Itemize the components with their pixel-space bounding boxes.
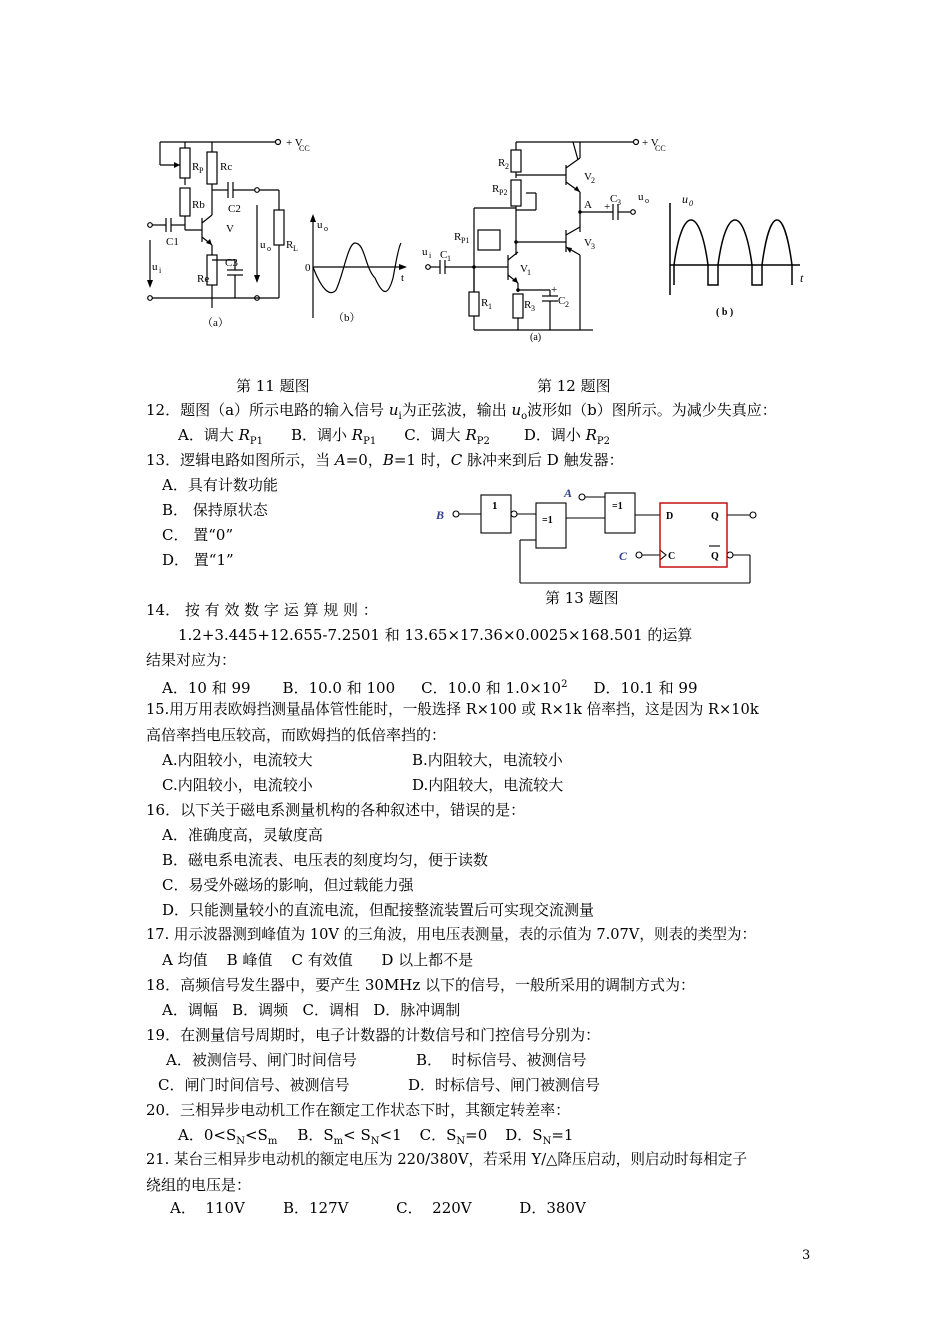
- svg-text:C: C: [558, 295, 566, 307]
- q12-option-d[interactable]: D．调小 $R_{P2}$: [523, 426, 611, 447]
- svg-text:=1: =1: [612, 501, 623, 512]
- q12-stem: 12．题图（a）所示电路的输入信号 $u_i$为正弦波，输出 $u_o$波形如（b）图所示。为减少失真应：: [146, 401, 777, 422]
- fig13-caption: 第 13 题图: [545, 589, 619, 607]
- fig13-logic-circuit: [432, 485, 767, 590]
- svg-text:R: R: [286, 239, 294, 251]
- svg-text:3: 3: [531, 304, 535, 313]
- svg-text:Q: Q: [711, 551, 719, 562]
- svg-text:Rb: Rb: [192, 199, 205, 211]
- fig12-vcc-label: + V: [642, 137, 659, 149]
- q15-option-a[interactable]: A.内阻较小，电流较大: [162, 751, 313, 769]
- q18-stem: 18．高频信号发生器中，要产生 30MHz 以下的信号，一般所采用的调制方式为：: [146, 976, 696, 994]
- fig12-label-a: (a): [530, 332, 542, 343]
- q18-options[interactable]: A．调幅 B．调频 C．调相 D．脉冲调制: [162, 1001, 461, 1019]
- q20-options: [178, 1125, 573, 1152]
- q13-option-d[interactable]: D． 置“1”: [162, 551, 234, 569]
- fig12-waveform: [660, 185, 810, 325]
- svg-text:P1: P1: [461, 236, 470, 245]
- q17-stem: 17. 用示波器测到峰值为 10V 的三角波，用电压表测量，表的示值为 7.07V，则表的类型为：: [146, 926, 757, 943]
- svg-text:o: o: [645, 196, 649, 205]
- q13-option-c[interactable]: C． 置“0”: [162, 526, 234, 544]
- svg-text:u: u: [260, 239, 266, 251]
- q13-stem: 13．逻辑电路如图所示，当 A=0，B=1 时，C 脉冲来到后 D 触发器：: [146, 451, 624, 469]
- svg-text:Re: Re: [197, 273, 210, 285]
- svg-text:=1: =1: [542, 515, 553, 526]
- q16-stem: 16．以下关于磁电系测量机构的各种叙述中，错误的是：: [146, 801, 526, 819]
- fig11-waveform: [303, 208, 413, 328]
- q14-option-d[interactable]: D．10.1 和 99: [593, 679, 698, 697]
- q12-option-c[interactable]: C．调大 $R_{P2}$: [404, 426, 490, 447]
- q14-option-b[interactable]: B．10.0 和 100: [282, 679, 396, 697]
- svg-text:2: 2: [565, 300, 569, 309]
- q13-option-a[interactable]: A．具有计数功能: [162, 476, 278, 494]
- svg-text:Rc: Rc: [220, 161, 233, 173]
- q15-option-d[interactable]: D.内阻较大，电流较大: [412, 776, 564, 794]
- svg-text:V: V: [584, 237, 592, 249]
- q20-stem: 20．三相异步电动机工作在额定工作状态下时，其额定转差率：: [146, 1101, 571, 1119]
- svg-text:L: L: [293, 244, 298, 253]
- svg-text:3: 3: [591, 242, 595, 251]
- q12-options: [178, 425, 610, 452]
- svg-text:V: V: [226, 223, 234, 235]
- svg-text:R: R: [498, 157, 506, 169]
- svg-text:1: 1: [492, 500, 498, 512]
- q14-stem-end: 结果对应为：: [146, 651, 237, 669]
- q17-options[interactable]: A 均值 B 峰值 C 有效值 D 以上都不是: [162, 951, 474, 969]
- svg-text:C3: C3: [225, 257, 238, 269]
- q15-stem: 15.用万用表欧姆挡测量晶体管性能时，一般选择 R×100 或 R×1k 倍率挡，这是因为 R×10k: [146, 701, 759, 718]
- svg-text:+: +: [551, 284, 558, 296]
- svg-text:P2: P2: [499, 188, 508, 197]
- fig12-label-b: ( b ): [716, 307, 734, 318]
- svg-text:CC: CC: [299, 144, 310, 153]
- q14-expression: 1.2+3.445+12.655-7.2501 和 13.65×17.36×0.0025×168.501 的运算: [178, 626, 693, 644]
- svg-text:2: 2: [505, 162, 509, 171]
- svg-text:R: R: [192, 161, 200, 173]
- q21-options[interactable]: A． 110V B．127V C． 220V D．380V: [170, 1199, 586, 1217]
- fig12-caption: 第 12 题图: [537, 377, 611, 395]
- svg-text:+: +: [604, 201, 611, 213]
- fig11-label-b: （b）: [333, 312, 361, 324]
- svg-text:i: i: [159, 266, 162, 275]
- svg-text:V: V: [584, 171, 592, 183]
- svg-text:0: 0: [689, 199, 693, 208]
- fig11-vcc-label: + V: [286, 137, 303, 149]
- svg-text:C1: C1: [166, 236, 179, 248]
- svg-text:C: C: [610, 193, 618, 205]
- page-number: 3: [802, 1248, 811, 1263]
- svg-text:C: C: [440, 249, 448, 261]
- fig12-circuit: [418, 130, 668, 345]
- q21-stem: 21. 某台三相异步电动机的额定电压为 220/380V，若采用 Y/△降压启动，则启动时每相定子: [146, 1151, 748, 1168]
- svg-text:C2: C2: [228, 203, 241, 215]
- q16-option-c[interactable]: C．易受外磁场的影响，但过载能力强: [162, 876, 414, 894]
- q20-option-c[interactable]: C．$S_N=0$: [419, 1126, 488, 1147]
- fig11-label-a: （a）: [202, 317, 229, 329]
- q16-option-a[interactable]: A．准确度高，灵敏度高: [162, 826, 323, 844]
- svg-text:C: C: [668, 551, 676, 562]
- svg-text:3: 3: [617, 198, 621, 207]
- fig11-caption: 第 11 题图: [236, 377, 310, 395]
- q20-option-b[interactable]: B．$S_m< S_N<1$: [297, 1126, 402, 1147]
- q15-stem-cont: 高倍率挡电压较高，而欧姆挡的低倍率挡的：: [146, 726, 447, 744]
- svg-text:B: B: [436, 508, 445, 522]
- svg-text:R: R: [524, 299, 532, 311]
- fig11-circuit: [140, 130, 315, 330]
- svg-text:u: u: [317, 219, 323, 231]
- q12-option-a[interactable]: A．调大 $R_{P1}$: [178, 426, 263, 447]
- q20-option-a[interactable]: A．$0<S_N<S_m$: [178, 1126, 278, 1147]
- q19-option-d[interactable]: D．时标信号、闸门被测信号: [408, 1076, 601, 1094]
- q14-option-a[interactable]: A．10 和 99: [162, 679, 251, 697]
- q19-stem: 19．在测量信号周期时，电子计数器的计数信号和门控信号分别为：: [146, 1026, 601, 1044]
- svg-text:A: A: [584, 199, 592, 211]
- svg-text:V: V: [520, 263, 528, 275]
- svg-text:1: 1: [447, 254, 451, 263]
- svg-text:u: u: [638, 191, 644, 203]
- svg-text:R: R: [481, 297, 489, 309]
- svg-text:1: 1: [527, 268, 531, 277]
- svg-text:A: A: [564, 486, 573, 500]
- q15-option-b[interactable]: B.内阻较大，电流较小: [412, 751, 563, 769]
- svg-text:i: i: [429, 251, 432, 260]
- svg-text:P: P: [199, 166, 204, 175]
- q14-option-c[interactable]: C．10.0 和 $1.0\times 10^2$: [421, 679, 568, 697]
- q16-option-d[interactable]: D．只能测量较小的直流电流，但配接整流装置后可实现交流测量: [162, 901, 595, 919]
- q19-option-b[interactable]: B． 时标信号、被测信号: [416, 1051, 587, 1069]
- svg-text:1: 1: [488, 302, 492, 311]
- svg-text:C: C: [619, 549, 628, 563]
- q14-stem: 14． 按 有 效 数 字 运 算 规 则 ：: [146, 601, 378, 619]
- svg-text:2: 2: [591, 176, 595, 185]
- svg-text:u: u: [422, 246, 428, 258]
- q19-option-c[interactable]: C．闸门时间信号、被测信号: [158, 1076, 350, 1094]
- svg-text:CC: CC: [655, 144, 666, 153]
- q13-option-b[interactable]: B． 保持原状态: [162, 501, 268, 519]
- svg-text:t: t: [800, 271, 804, 285]
- svg-text:o: o: [267, 244, 271, 253]
- svg-text:o: o: [324, 224, 328, 233]
- svg-text:D: D: [666, 511, 674, 522]
- q21-stem-cont: 绕组的电压是：: [146, 1176, 252, 1194]
- svg-text:u: u: [682, 192, 688, 206]
- svg-text:0: 0: [305, 262, 311, 274]
- q15-option-c[interactable]: C.内阻较小，电流较小: [162, 776, 313, 794]
- svg-text:R: R: [492, 183, 500, 195]
- q20-option-d[interactable]: D．$S_N=1$: [505, 1126, 574, 1147]
- q16-option-b[interactable]: B．磁电系电流表、电压表的刻度均匀，便于读数: [162, 851, 489, 869]
- q12-option-b[interactable]: B．调小 $R_{P1}$: [291, 426, 377, 447]
- q14-options: [162, 675, 698, 698]
- svg-text:R: R: [454, 231, 462, 243]
- q19-option-a[interactable]: A．被测信号、闸门时间信号: [166, 1051, 357, 1069]
- svg-text:Q: Q: [711, 511, 719, 522]
- svg-text:t: t: [401, 272, 405, 284]
- svg-text:u: u: [152, 261, 158, 273]
